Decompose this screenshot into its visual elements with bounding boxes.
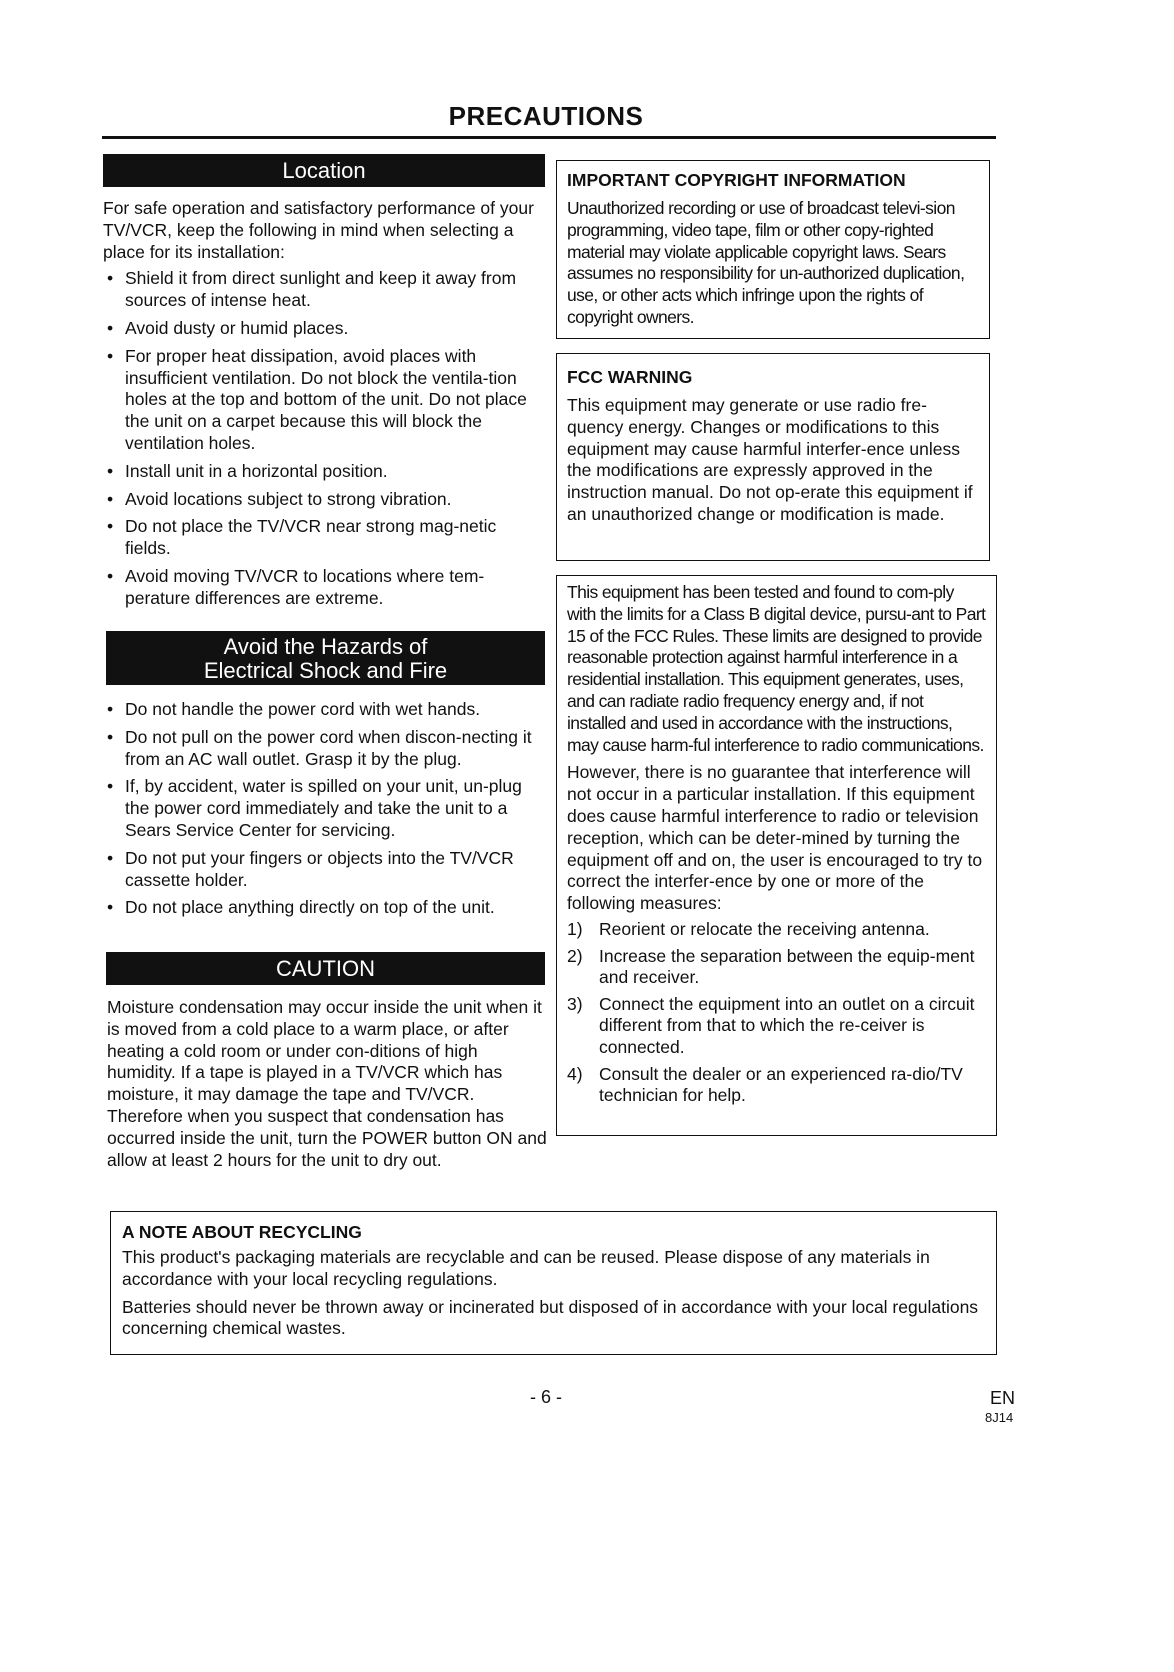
measure-item [567, 946, 986, 989]
measure-item [567, 1064, 986, 1107]
hazards-banner [106, 631, 545, 685]
location-item: • Do not place the TV/VCR near strong mag-netic fields. [103, 516, 545, 560]
fcc-warning-box [556, 353, 990, 561]
location-item: • Avoid moving TV/VCR to locations where tem-perature differences are extreme. [103, 566, 545, 610]
recycling-heading: A NOTE ABOUT RECYCLING [122, 1222, 362, 1242]
caution-text: Moisture condensation may occur inside the unit when it is moved from a cold place to a warm place, or after heating a cold room or under con-ditions of high humidity. If a tape is played in a TV/VCR which has moisture, it may damage the tape and TV/VCR. Therefore when you suspect that condensation has occurred inside the unit, turn the POWER button ON and allow at least 2 hours for the unit to dry out. [107, 997, 547, 1170]
location-section [103, 198, 545, 616]
class-b-box [556, 575, 997, 1136]
location-intro: For safe operation and satisfactory performance of your TV/VCR, keep the following in mind when selecting a place for its installation: [103, 198, 534, 262]
class-b-text: This equipment has been tested and found to com-ply with the limits for a Class B digital device, pursu-ant to Part 15 of the FCC Rules. These limits are designed to provide reasonable protection against harmful interference in a residential installation. This equipment generates, uses, and can radiate radio frequency energy and, if not installed and used in accordance with the instructions, may cause harm-ful interference to radio communications. [567, 582, 986, 755]
hazards-item: • If, by accident, water is spilled on your unit, un-plug the power cord immediately and take the unit to a Sears Service Center for servicing. [103, 776, 548, 841]
recycling-box [110, 1211, 997, 1355]
page-number: - 6 - [530, 1387, 563, 1407]
measure-number: 4) [567, 1063, 583, 1084]
hazards-item: • Do not pull on the power cord when discon-necting it from an AC wall outlet. Grasp it by the plug. [103, 727, 548, 771]
measure-item [567, 994, 986, 1059]
copyright-heading: IMPORTANT COPYRIGHT INFORMATION [567, 170, 906, 190]
measure-number: 2) [567, 945, 583, 966]
hazards-section [103, 699, 548, 925]
measure-item [567, 919, 986, 941]
measure-text: Consult the dealer or an experienced ra-dio/TV technician for help. [599, 1063, 963, 1106]
fcc-heading: FCC WARNING [567, 367, 693, 387]
page-title: PRECAUTIONS [448, 101, 644, 131]
location-list [103, 268, 545, 609]
copyright-text: Unauthorized recording or use of broadcast televi-sion programming, video tape, film or other copy-righted material may violate applicable copyright laws. Sears assumes no responsibility for un-authorized duplication, use, or other acts which infringe upon the rights of copyright owners. [567, 198, 965, 327]
title-rule [102, 136, 996, 139]
fcc-text: This equipment may generate or use radio fre-quency energy. Changes or modifications to this equipment may cause harmful interfer-ence unless the modifications are expressly approved in the instruction manual. Do not op-erate this equipment if an unauthorized change or modification is made. [567, 395, 973, 524]
hazards-heading-line1: Avoid the Hazards of [223, 634, 428, 659]
measure-number: 1) [567, 918, 583, 939]
measure-text: Reorient or relocate the receiving antenna. [599, 918, 930, 939]
copyright-box [556, 160, 990, 339]
language-code: EN [990, 1388, 1016, 1408]
caution-heading: CAUTION [276, 956, 375, 981]
location-item: • Avoid dusty or humid places. [103, 318, 545, 340]
location-banner [103, 154, 545, 187]
measures-list [567, 919, 986, 1107]
measure-number: 3) [567, 993, 583, 1014]
caution-banner [106, 952, 545, 985]
measure-text: Increase the separation between the equip-ment and receiver. [599, 945, 975, 988]
batteries-text: Batteries should never be thrown away or incinerated but disposed of in accordance with your local regulations concerning chemical wastes. [122, 1296, 979, 1339]
interference-text: However, there is no guarantee that interference will not occur in a particular installation. If this equipment does cause harmful interference to radio or television reception, which can be deter-mined by turning the equipment off and on, the user is encouraged to try to correct the interfer-ence by one or more of the following measures: [567, 762, 983, 914]
location-item: • Install unit in a horizontal position. [103, 461, 545, 483]
location-item: • Avoid locations subject to strong vibration. [103, 489, 545, 511]
location-item: • For proper heat dissipation, avoid places with insufficient ventilation. Do not block the ventila-tion holes at the top and bottom of the unit. Do not place the unit on a carpet because this will block the ventilation holes. [103, 346, 545, 455]
location-heading: Location [282, 158, 366, 183]
recycling-text: This product's packaging materials are recyclable and can be reused. Please dispose of any materials in accordance with your local recycling regulations. [122, 1247, 930, 1289]
measure-text: Connect the equipment into an outlet on a circuit different from that to which the re-ceiver is connected. [599, 993, 975, 1057]
document-code: 8J14 [985, 1410, 1014, 1425]
hazards-item: • Do not place anything directly on top of the unit. [103, 897, 548, 919]
hazards-heading-line2: Electrical Shock and Fire [203, 658, 448, 683]
hazards-item: • Do not put your fingers or objects into the TV/VCR cassette holder. [103, 848, 548, 892]
location-item: • Shield it from direct sunlight and keep it away from sources of intense heat. [103, 268, 545, 312]
hazards-list [103, 699, 548, 919]
caution-section [107, 997, 547, 1171]
hazards-item: • Do not handle the power cord with wet hands. [103, 699, 548, 721]
